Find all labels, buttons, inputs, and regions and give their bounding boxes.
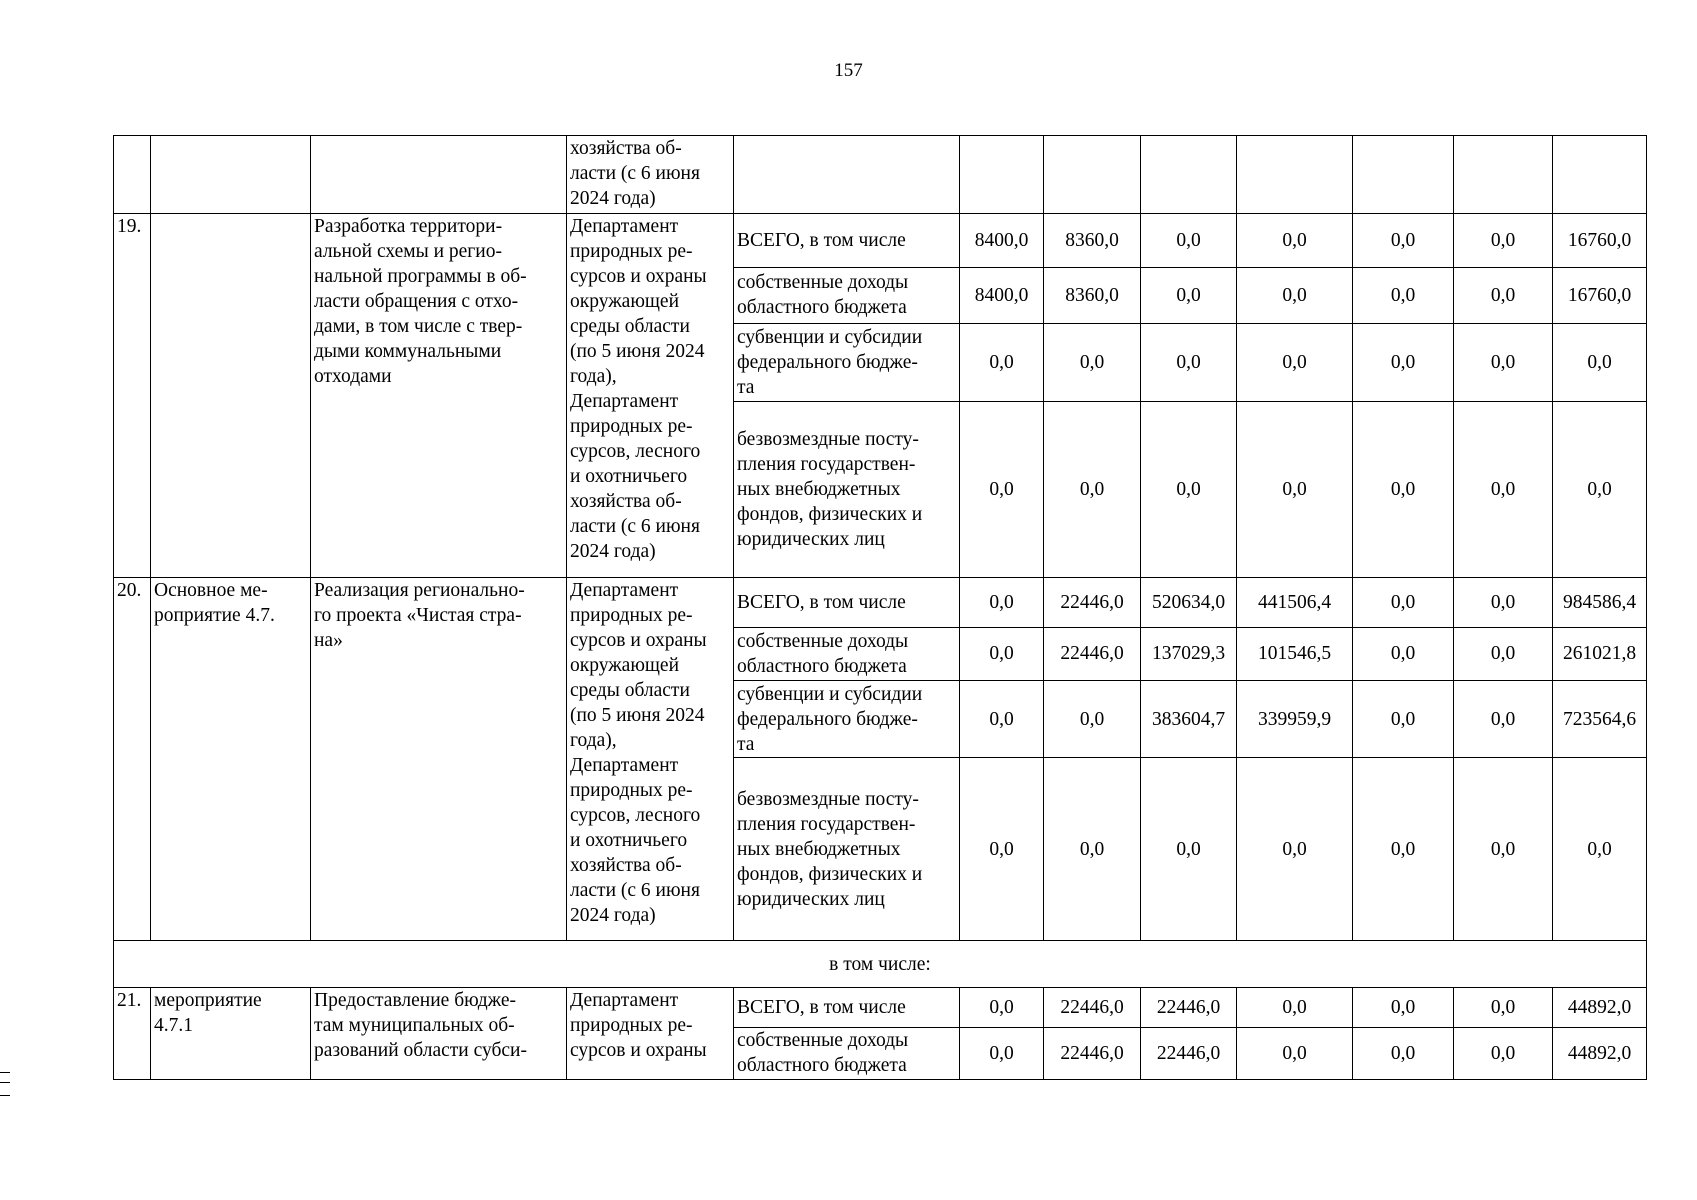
value-cell: 0,0 <box>1353 402 1454 578</box>
value-cell: 0,0 <box>1454 214 1553 267</box>
activity-description: Реализация регионально- го проекта «Чистая стра- на» <box>311 578 567 941</box>
value-cell: 101546,5 <box>1237 627 1353 680</box>
funding-source: собственные доходы областного бюджета <box>734 1027 960 1079</box>
value-cell: 0,0 <box>1141 323 1237 401</box>
value-cell: 22446,0 <box>1141 988 1237 1027</box>
funding-source: ВСЕГО, в том числе <box>734 988 960 1027</box>
activity-name <box>151 214 311 578</box>
total-cell: 0,0 <box>1553 402 1647 578</box>
value-cell: 0,0 <box>1353 214 1454 267</box>
value-cell: 8360,0 <box>1044 267 1141 323</box>
cell-value <box>1454 136 1553 214</box>
row-number: 19. <box>114 214 151 578</box>
value-cell: 0,0 <box>1237 1027 1353 1079</box>
value-cell: 0,0 <box>960 680 1044 757</box>
including-label: в том числе: <box>114 941 1647 988</box>
value-cell: 0,0 <box>1353 758 1454 941</box>
budget-table <box>113 135 1647 1080</box>
funding-source: ВСЕГО, в том числе <box>734 214 960 267</box>
value-cell: 8400,0 <box>960 214 1044 267</box>
value-cell: 137029,3 <box>1141 627 1237 680</box>
value-cell: 0,0 <box>1141 758 1237 941</box>
funding-source: субвенции и субсидии федерального бюдже- та <box>734 323 960 401</box>
cell-name <box>151 136 311 214</box>
activity-description: Разработка территори- альной схемы и регио- нальной программы в об- ласти обращения с отхо- дами, в том числе с твер- дыми коммунальными отходами <box>311 214 567 578</box>
cell-value <box>960 136 1044 214</box>
table-row-continuation <box>114 136 1647 214</box>
value-cell: 0,0 <box>1353 267 1454 323</box>
executor: Департамент природных ре- сурсов и охраны окружающей среды области (по 5 июня 2024 года), Департамент природных ре- сурсов, лесного и охотничьего хозяйства об- ласти (с 6 июня 2024 года) <box>567 578 734 941</box>
cell-executor: хозяйства об- ласти (с 6 июня 2024 года) <box>567 136 734 214</box>
value-cell: 0,0 <box>1353 578 1454 627</box>
table-row-19-total <box>114 214 1647 267</box>
value-cell: 0,0 <box>1353 680 1454 757</box>
value-cell: 0,0 <box>1454 323 1553 401</box>
cell-value <box>1237 136 1353 214</box>
funding-source: собственные доходы областного бюджета <box>734 267 960 323</box>
cell-description <box>311 136 567 214</box>
value-cell: 0,0 <box>1141 402 1237 578</box>
binding-mark <box>0 1072 10 1096</box>
value-cell: 22446,0 <box>1044 1027 1141 1079</box>
value-cell: 0,0 <box>960 578 1044 627</box>
value-cell: 0,0 <box>1044 323 1141 401</box>
value-cell: 0,0 <box>1454 267 1553 323</box>
total-cell: 16760,0 <box>1553 214 1647 267</box>
funding-source: собственные доходы областного бюджета <box>734 627 960 680</box>
executor: Департамент природных ре- сурсов и охраны <box>567 988 734 1080</box>
total-cell: 984586,4 <box>1553 578 1647 627</box>
cell-source <box>734 136 960 214</box>
value-cell: 0,0 <box>1141 267 1237 323</box>
cell-value <box>1141 136 1237 214</box>
value-cell: 0,0 <box>1454 578 1553 627</box>
value-cell: 0,0 <box>960 1027 1044 1079</box>
value-cell: 0,0 <box>1454 758 1553 941</box>
total-cell: 261021,8 <box>1553 627 1647 680</box>
activity-description: Предоставление бюдже- там муниципальных об- разований области субси- <box>311 988 567 1080</box>
activity-name: Основное ме- роприятие 4.7. <box>151 578 311 941</box>
value-cell: 0,0 <box>960 627 1044 680</box>
value-cell: 0,0 <box>1454 988 1553 1027</box>
value-cell: 441506,4 <box>1237 578 1353 627</box>
value-cell: 0,0 <box>1044 402 1141 578</box>
value-cell: 0,0 <box>1237 323 1353 401</box>
cell-value <box>1044 136 1141 214</box>
value-cell: 0,0 <box>960 988 1044 1027</box>
value-cell: 0,0 <box>1237 758 1353 941</box>
total-cell: 0,0 <box>1553 758 1647 941</box>
value-cell: 8400,0 <box>960 267 1044 323</box>
value-cell: 22446,0 <box>1044 627 1141 680</box>
table-row-20-total <box>114 578 1647 627</box>
value-cell: 0,0 <box>1044 680 1141 757</box>
value-cell: 22446,0 <box>1141 1027 1237 1079</box>
total-cell: 723564,6 <box>1553 680 1647 757</box>
row-number: 20. <box>114 578 151 941</box>
value-cell: 0,0 <box>1237 214 1353 267</box>
total-cell: 44892,0 <box>1553 988 1647 1027</box>
value-cell: 8360,0 <box>1044 214 1141 267</box>
value-cell: 0,0 <box>1353 627 1454 680</box>
funding-source: ВСЕГО, в том числе <box>734 578 960 627</box>
value-cell: 0,0 <box>1454 627 1553 680</box>
value-cell: 339959,9 <box>1237 680 1353 757</box>
value-cell: 0,0 <box>1353 323 1454 401</box>
cell-value <box>1553 136 1647 214</box>
value-cell: 0,0 <box>1454 402 1553 578</box>
value-cell: 520634,0 <box>1141 578 1237 627</box>
cell-num <box>114 136 151 214</box>
activity-name: мероприятие 4.7.1 <box>151 988 311 1080</box>
total-cell: 0,0 <box>1553 323 1647 401</box>
value-cell: 0,0 <box>960 323 1044 401</box>
total-cell: 44892,0 <box>1553 1027 1647 1079</box>
value-cell: 0,0 <box>1237 402 1353 578</box>
value-cell: 0,0 <box>1237 988 1353 1027</box>
page-number: 157 <box>834 60 863 81</box>
value-cell: 0,0 <box>960 758 1044 941</box>
value-cell: 0,0 <box>1454 1027 1553 1079</box>
value-cell: 22446,0 <box>1044 988 1141 1027</box>
executor: Департамент природных ре- сурсов и охраны окружающей среды области (по 5 июня 2024 года), Департамент природных ре- сурсов, лесного и охотничьего хозяйства об- ласти (с 6 июня 2024 года) <box>567 214 734 578</box>
value-cell: 0,0 <box>1237 267 1353 323</box>
table-row-21-total <box>114 988 1647 1027</box>
value-cell: 0,0 <box>1353 1027 1454 1079</box>
value-cell: 22446,0 <box>1044 578 1141 627</box>
funding-source: безвозмездные посту- пления государствен- ных внебюджетных фондов, физических и юридических лиц <box>734 758 960 941</box>
value-cell: 0,0 <box>1353 988 1454 1027</box>
value-cell: 383604,7 <box>1141 680 1237 757</box>
total-cell: 16760,0 <box>1553 267 1647 323</box>
cell-value <box>1353 136 1454 214</box>
table-row-including <box>114 941 1647 988</box>
row-number: 21. <box>114 988 151 1080</box>
funding-source: субвенции и субсидии федерального бюдже- та <box>734 680 960 757</box>
funding-source: безвозмездные посту- пления государствен- ных внебюджетных фондов, физических и юридических лиц <box>734 402 960 578</box>
value-cell: 0,0 <box>1141 214 1237 267</box>
value-cell: 0,0 <box>1454 680 1553 757</box>
value-cell: 0,0 <box>1044 758 1141 941</box>
value-cell: 0,0 <box>960 402 1044 578</box>
